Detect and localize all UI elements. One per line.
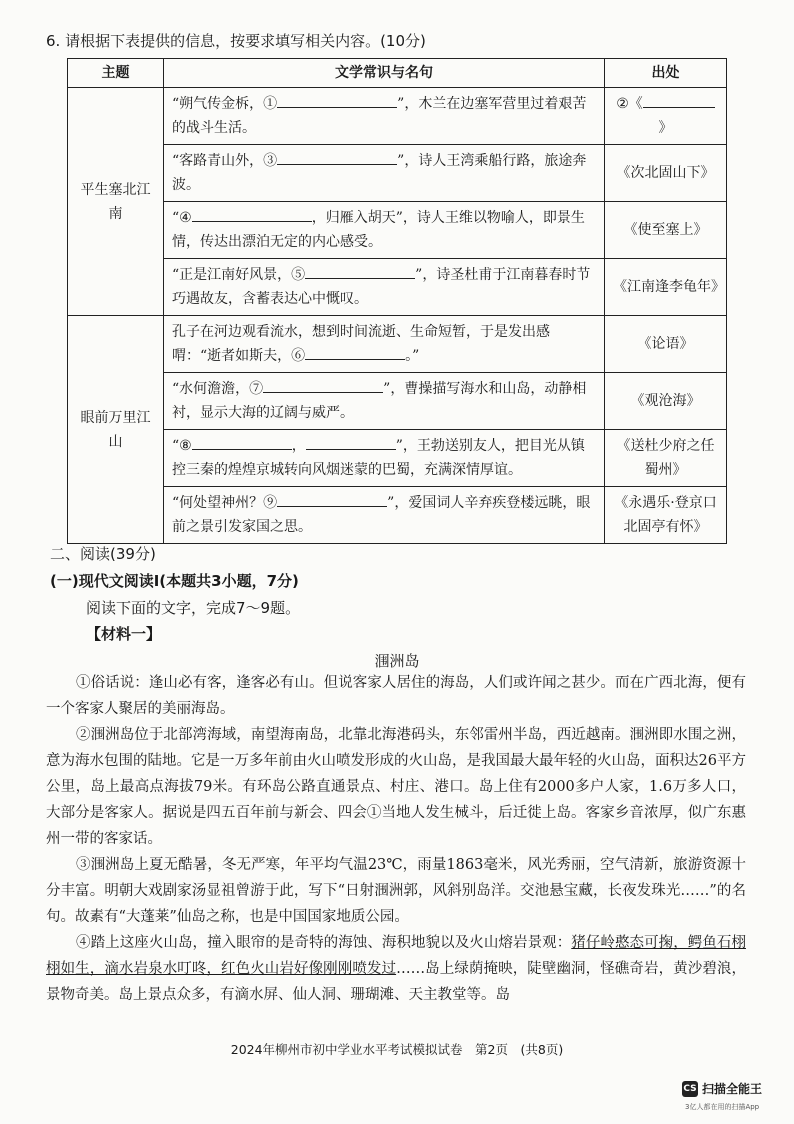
source-cell: 《观沧海》 [605,373,727,430]
instruction: 阅读下面的文字，完成7～9题。 [86,599,301,617]
answer-blank-4[interactable] [192,207,312,222]
theme-cell-2: 眼前万里江山 [68,316,164,544]
answer-blank-8b[interactable] [306,435,396,450]
answer-blank-1[interactable] [277,93,397,108]
source-cell: 《永遇乐·登京口北固亭有怀》 [605,487,727,544]
table-row [68,202,727,259]
source-cell: 《使至塞上》 [605,202,727,259]
table-row [68,430,727,487]
answer-blank-6[interactable] [305,345,405,360]
knowledge-cell: “朔气传金柝，① ”，木兰在边塞军营里过着艰苦的战斗生活。 [164,88,605,145]
knowledge-cell: “客路青山外，③ ”，诗人王湾乘船行路，旅途奔波。 [164,145,605,202]
answer-blank-9[interactable] [277,492,387,507]
knowledge-cell: “何处望神州？⑨ ”，爱国词人辛弃疾登楼远眺，眼前之景引发家国之思。 [164,487,605,544]
scanner-logo-icon: CS [682,1081,698,1097]
scanner-tagline: 3亿人都在用的扫描App [685,1103,760,1111]
table-row [68,487,727,544]
table-row [68,373,727,430]
paragraph-1: ①俗话说：逢山必有客，逢客必有山。但说客家人居住的海岛，人们或许闻之甚少。而在广西北海，便有一个客家人聚居的美丽海岛。 [46,675,746,717]
source-cell: 《论语》 [605,316,727,373]
header-theme: 主题 [68,59,164,88]
source-cell: 《次北固山下》 [605,145,727,202]
question-6-title: 6. 请根据下表提供的信息，按要求填写相关内容。(10分) [46,32,426,50]
knowledge-cell: “⑧ ， ”，王勃送别友人，把目光从镇控三秦的煌煌京城转向风烟迷蒙的巴蜀，充满深情厚谊。 [164,430,605,487]
answer-blank-7[interactable] [263,378,383,393]
source-cell: 《江南逢李龟年》 [605,259,727,316]
paragraph-3: ③涠洲岛上夏无酷暑，冬无严寒，年平均气温23℃，雨量1863毫米，风光秀丽，空气清新，旅游资源十分丰富。明朝大戏剧家汤显祖曾游于此，写下“日射涠洲郭，风斜别岛洋。交池悬宝藏，长夜发珠光……”的名句。故素有“大蓬莱”仙岛之称，也是中国国家地质公园。 [46,857,746,925]
table-row [68,145,727,202]
article-title: 涠洲岛 [374,652,420,670]
paragraph-2: ②涠洲岛位于北部湾海域，南望海南岛，北靠北海港码头，东邻雷州半岛，西近越南。涠洲即水围之洲，意为海水包围的陆地。它是一万多年前由火山喷发形成的火山岛，是我国最大最年轻的火山岛，面积达26平方公里，岛上最高点海拔79米。有环岛公路直通景点、村庄、港口。岛上住有2000多户人家，1.6万多人口，大部分是客家人。据说是四五百年前与新会、四会①当地人发生械斗，后迁徙上岛。客家乡音浓厚，似广东惠州一带的客家话。 [46,727,746,847]
table-row [68,316,727,373]
underlined-sentence: 猪仔岭憨态可掬，鳄鱼石栩栩如生，滴水岩泉水叮咚，红色火山岩好像刚刚喷发过 [46,935,746,977]
answer-blank-2[interactable] [643,93,715,108]
knowledge-cell: “正是江南好风景，⑤ ”，诗圣杜甫于江南暮春时节巧遇故友，含蓄表达心中慨叹。 [164,259,605,316]
knowledge-cell: 孔子在河边观看流水，想到时间流逝、生命短暂，于是发出感喟：“逝者如斯夫，⑥ 。” [164,316,605,373]
table-row [68,259,727,316]
table-row [68,88,727,145]
knowledge-cell: “④ ，归雁入胡天”，诗人王维以物喻人，即景生情，传达出漂泊无定的内心感受。 [164,202,605,259]
scanner-name: 扫描全能王 [702,1082,763,1096]
answer-blank-5[interactable] [305,264,415,279]
info-table [67,58,727,544]
theme-cell-1: 平生塞北江南 [68,88,164,316]
paragraph-4: ④踏上这座火山岛，撞入眼帘的是奇特的海蚀、海积地貌以及火山熔岩景观：猪仔岭憨态可掬，鳄鱼石栩栩如生，滴水岩泉水叮咚，红色火山岩好像刚刚喷发过……岛上绿荫掩映，陡壁幽洞，怪礁奇岩，黄沙碧浪，景物奇美。岛上景点众多，有滴水屏、仙人洞、珊瑚滩、天主教堂等。岛 [46,935,747,1003]
source-cell: ②《》 [605,88,727,145]
subsection-title: (一)现代文阅读Ⅰ(本题共3小题，7分) [50,572,299,590]
source-cell: 《送杜少府之任蜀州》 [605,430,727,487]
table-header-row [68,59,727,88]
knowledge-cell: “水何澹澹，⑦ ”，曹操描写海水和山岛，动静相衬，显示大海的辽阔与威严。 [164,373,605,430]
page-footer: 2024年柳州市初中学业水平考试模拟试卷 第2页 (共8页) [230,1042,564,1057]
material-label: 【材料一】 [86,625,162,643]
scanner-watermark [682,1080,762,1097]
header-source: 出处 [605,59,727,88]
answer-blank-3[interactable] [277,150,397,165]
header-knowledge: 文学常识与名句 [164,59,605,88]
section-2-title: 二、阅读(39分) [50,545,156,563]
answer-blank-8a[interactable] [192,435,292,450]
